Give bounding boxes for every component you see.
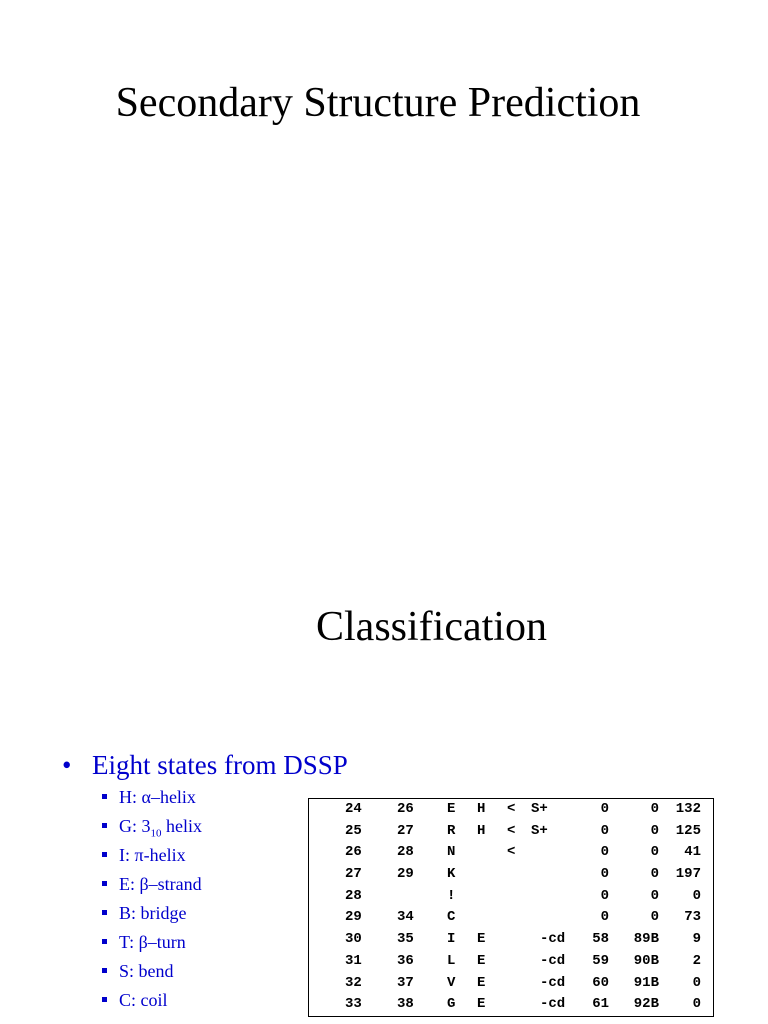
dssp-cell-bp2: 0 bbox=[650, 909, 659, 926]
state-subscript: 10 bbox=[150, 827, 162, 840]
dssp-cell-bp2: 90B bbox=[633, 952, 659, 969]
dssp-cell-num: 25 bbox=[345, 822, 362, 839]
dssp-cell-ss: E bbox=[477, 996, 486, 1013]
state-item bbox=[102, 989, 202, 1018]
dssp-cell-pdb: 29 bbox=[397, 866, 414, 883]
dssp-cell-ss: E bbox=[477, 974, 486, 991]
dssp-cell-bp1: 60 bbox=[592, 974, 609, 991]
state-text-pre: H: bbox=[119, 787, 142, 807]
dssp-cell-pdb: 35 bbox=[397, 931, 414, 948]
dssp-cell-bp2: 0 bbox=[650, 801, 659, 817]
square-bullet-icon bbox=[102, 881, 107, 886]
dssp-cell-pdb: 34 bbox=[397, 909, 414, 926]
dssp-cell-bp1: 0 bbox=[600, 887, 609, 904]
dssp-row bbox=[309, 951, 713, 973]
dssp-row bbox=[309, 842, 713, 864]
dssp-cell-acc: 9 bbox=[692, 931, 701, 948]
dssp-cell-acc: 197 bbox=[675, 866, 701, 883]
dssp-cell-bp2: 0 bbox=[650, 822, 659, 839]
dssp-cell-turns: < bbox=[507, 844, 516, 861]
dssp-cell-acc: 2 bbox=[692, 952, 701, 969]
dssp-row bbox=[309, 821, 713, 843]
slide-subtitle: Classification bbox=[316, 604, 547, 650]
dssp-cell-aa: I bbox=[447, 931, 456, 948]
state-greek-glyph: α bbox=[141, 787, 151, 807]
dssp-cell-bp2: 89B bbox=[633, 931, 659, 948]
state-item bbox=[102, 931, 202, 960]
square-bullet-icon bbox=[102, 997, 107, 1002]
dssp-cell-num: 31 bbox=[345, 952, 362, 969]
dssp-cell-bp1: 0 bbox=[600, 801, 609, 817]
state-text-post: –turn bbox=[147, 932, 186, 952]
dssp-cell-aa: R bbox=[447, 822, 456, 839]
dssp-cell-bp1: 59 bbox=[592, 952, 609, 969]
dssp-cell-bp1: 58 bbox=[592, 931, 609, 948]
dssp-table bbox=[308, 798, 714, 1017]
dssp-cell-num: 26 bbox=[345, 844, 362, 861]
dssp-cell-num: 27 bbox=[345, 866, 362, 883]
dssp-cell-aa: N bbox=[447, 844, 456, 861]
dssp-cell-aa: ! bbox=[447, 887, 456, 904]
dssp-cell-acc: 132 bbox=[675, 801, 701, 817]
state-item bbox=[102, 786, 202, 815]
dssp-row bbox=[309, 994, 713, 1016]
dssp-cell-ss: E bbox=[477, 931, 486, 948]
square-bullet-icon bbox=[102, 910, 107, 915]
dssp-row bbox=[309, 907, 713, 929]
dssp-cell-bend: -cd bbox=[540, 931, 566, 948]
dssp-cell-bend: -cd bbox=[540, 952, 566, 969]
state-greek-glyph: π bbox=[134, 845, 144, 865]
dssp-row bbox=[309, 864, 713, 886]
state-text-post: –strand bbox=[148, 874, 202, 894]
main-bullet-text: Eight states from DSSP bbox=[92, 750, 348, 780]
dssp-cell-acc: 0 bbox=[692, 974, 701, 991]
bullet-dot: • bbox=[62, 750, 72, 780]
state-text-pre: T: bbox=[119, 932, 139, 952]
square-bullet-icon bbox=[102, 968, 107, 973]
dssp-cell-acc: 73 bbox=[684, 909, 701, 926]
state-item bbox=[102, 960, 202, 989]
dssp-cell-bend: S+ bbox=[531, 822, 548, 839]
state-item bbox=[102, 873, 202, 902]
square-bullet-icon bbox=[102, 823, 107, 828]
dssp-cell-ss: H bbox=[477, 822, 486, 839]
square-bullet-icon bbox=[102, 852, 107, 857]
state-text-pre: S: bend bbox=[119, 961, 174, 981]
dssp-cell-num: 30 bbox=[345, 931, 362, 948]
dssp-cell-aa: L bbox=[447, 952, 456, 969]
dssp-cell-bp2: 92B bbox=[633, 996, 659, 1013]
slide-title: Secondary Structure Prediction bbox=[115, 80, 641, 126]
dssp-cell-acc: 0 bbox=[692, 887, 701, 904]
dssp-row bbox=[309, 886, 713, 908]
dssp-cell-bp1: 0 bbox=[600, 866, 609, 883]
dssp-cell-bp2: 91B bbox=[633, 974, 659, 991]
dssp-cell-num: 24 bbox=[345, 801, 362, 817]
dssp-cell-ss: E bbox=[477, 952, 486, 969]
dssp-cell-pdb: 36 bbox=[397, 952, 414, 969]
state-item bbox=[102, 815, 202, 844]
dssp-cell-aa: G bbox=[447, 996, 456, 1013]
dssp-cell-pdb: 37 bbox=[397, 974, 414, 991]
state-text-pre: E: bbox=[119, 874, 140, 894]
dssp-cell-num: 28 bbox=[345, 887, 362, 904]
dssp-cell-turns: < bbox=[507, 801, 516, 817]
dssp-row bbox=[309, 973, 713, 995]
dssp-cell-bp1: 0 bbox=[600, 844, 609, 861]
dssp-cell-bp1: 0 bbox=[600, 822, 609, 839]
dssp-cell-acc: 125 bbox=[675, 822, 701, 839]
dssp-cell-pdb: 27 bbox=[397, 822, 414, 839]
state-text-post: -helix bbox=[143, 845, 186, 865]
dssp-cell-pdb: 28 bbox=[397, 844, 414, 861]
state-item bbox=[102, 844, 202, 873]
dssp-cell-bp2: 0 bbox=[650, 844, 659, 861]
dssp-cell-aa: K bbox=[447, 866, 456, 883]
dssp-cell-turns: < bbox=[507, 822, 516, 839]
square-bullet-icon bbox=[102, 794, 107, 799]
state-text-pre: I: bbox=[119, 845, 135, 865]
state-text-pre: B: bridge bbox=[119, 903, 187, 923]
dssp-row bbox=[309, 799, 713, 821]
dssp-row bbox=[309, 929, 713, 951]
dssp-cell-num: 33 bbox=[345, 996, 362, 1013]
state-item bbox=[102, 902, 202, 931]
dssp-cell-aa: C bbox=[447, 909, 456, 926]
dssp-cell-bp2: 0 bbox=[650, 866, 659, 883]
state-greek-glyph: β bbox=[139, 874, 149, 894]
dssp-cell-acc: 0 bbox=[692, 996, 701, 1013]
dssp-cell-aa: E bbox=[447, 801, 456, 817]
state-text-post: –helix bbox=[150, 787, 196, 807]
square-bullet-icon bbox=[102, 939, 107, 944]
dssp-cell-bend: -cd bbox=[540, 974, 566, 991]
dssp-cell-bend: -cd bbox=[540, 996, 566, 1013]
dssp-cell-acc: 41 bbox=[684, 844, 701, 861]
state-text-pre: G: 3 bbox=[119, 816, 151, 836]
dssp-cell-ss: H bbox=[477, 801, 486, 817]
dssp-states-list bbox=[102, 786, 202, 1018]
state-greek-glyph: β bbox=[138, 932, 148, 952]
dssp-cell-bend: S+ bbox=[531, 801, 548, 817]
dssp-cell-bp2: 0 bbox=[650, 887, 659, 904]
dssp-cell-bp1: 0 bbox=[600, 909, 609, 926]
dssp-cell-aa: V bbox=[447, 974, 456, 991]
dssp-cell-num: 32 bbox=[345, 974, 362, 991]
dssp-cell-pdb: 38 bbox=[397, 996, 414, 1013]
main-bullet bbox=[62, 748, 348, 782]
dssp-cell-pdb: 26 bbox=[397, 801, 414, 817]
dssp-cell-bp1: 61 bbox=[592, 996, 609, 1013]
dssp-cell-num: 29 bbox=[345, 909, 362, 926]
state-text-post: helix bbox=[161, 816, 202, 836]
state-text-pre: C: coil bbox=[119, 990, 168, 1010]
